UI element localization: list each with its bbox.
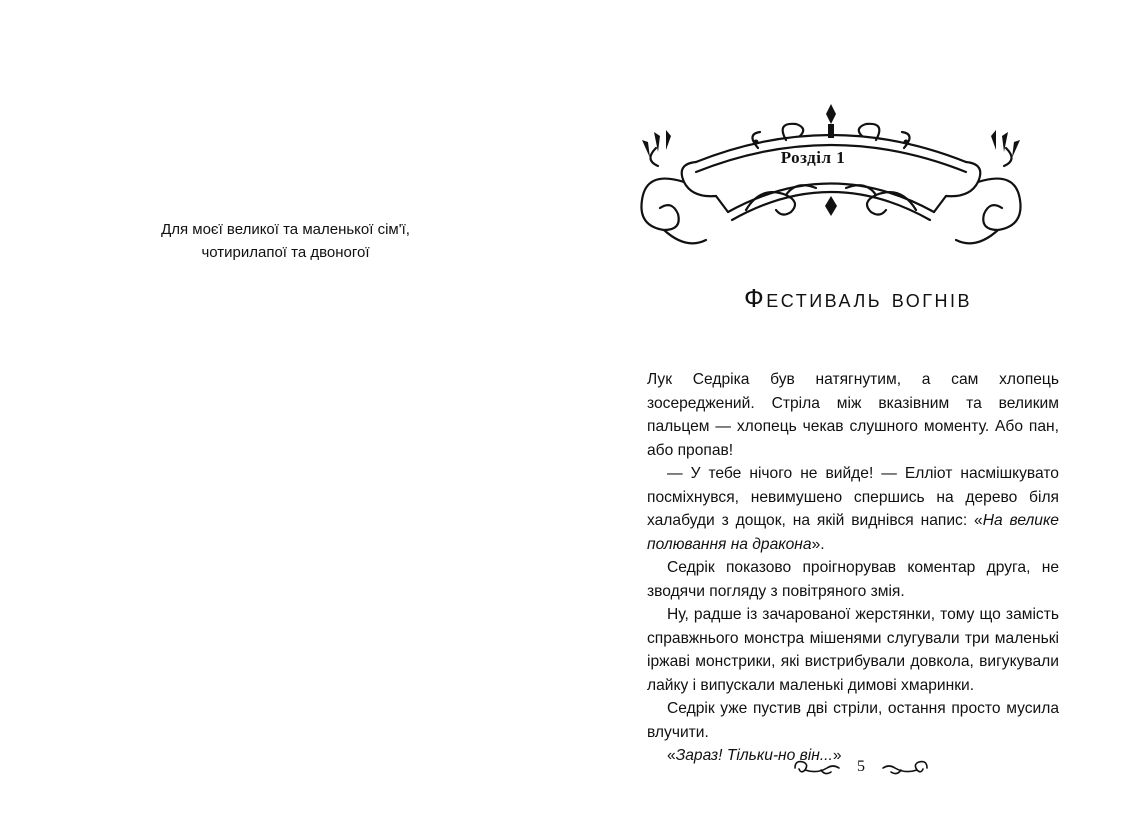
paragraph-3: Седрік показово проігнорував коментар друга, не зводячи погляду з повітряного змія. <box>647 559 1059 600</box>
dedication <box>0 218 571 264</box>
right-page <box>571 0 1142 827</box>
chapter-title: Фестиваль вогнів <box>744 283 972 313</box>
paragraph-2-end: ». <box>811 535 825 553</box>
chapter-body <box>647 368 1059 768</box>
page-footer <box>791 756 931 780</box>
paragraph-2 <box>647 462 1059 556</box>
paragraph-5: Седрік уже пустив дві стріли, остання просто мусила влучити. <box>647 700 1059 741</box>
chapter-banner-ornament <box>636 100 1026 260</box>
left-flourish-icon <box>791 758 841 778</box>
dedication-line-1: Для моєї великої та маленької сім'ї, <box>161 221 410 238</box>
page-number: 5 <box>857 758 865 775</box>
paragraph-1: Лук Седріка був натягнутим, а сам хлопець зосереджений. Стріла між вказівним та великим пальцем — хлопець чекав слушного моменту. Або пан, або пропав! <box>647 371 1059 459</box>
dedication-line-2: чотирилапої та двоногої <box>201 244 370 261</box>
chapter-label: Розділ 1 <box>780 148 846 167</box>
paragraph-2-start: — У тебе нічого не вийде! — Елліот насмішкувато посміхнувся, невимушено спершись на дерево біля халабуди з дощок, на якій виднівся напис: « <box>647 465 1059 529</box>
paragraph-4: Ну, радше із зачарованої жерстянки, тому що замість справжнього монстра мішенями слугували три маленькі іржаві монстрики, які вистрибували довкола, вигукували лайку і випускали маленькі димові хмаринки. <box>647 606 1059 694</box>
quote-close: » <box>832 747 842 764</box>
right-flourish-icon <box>881 758 931 778</box>
thought-text: Зараз! Тільки-но він... <box>675 747 833 764</box>
quote-open: « <box>667 747 676 764</box>
sign-text: На велике полювання на дракона <box>647 512 1059 553</box>
